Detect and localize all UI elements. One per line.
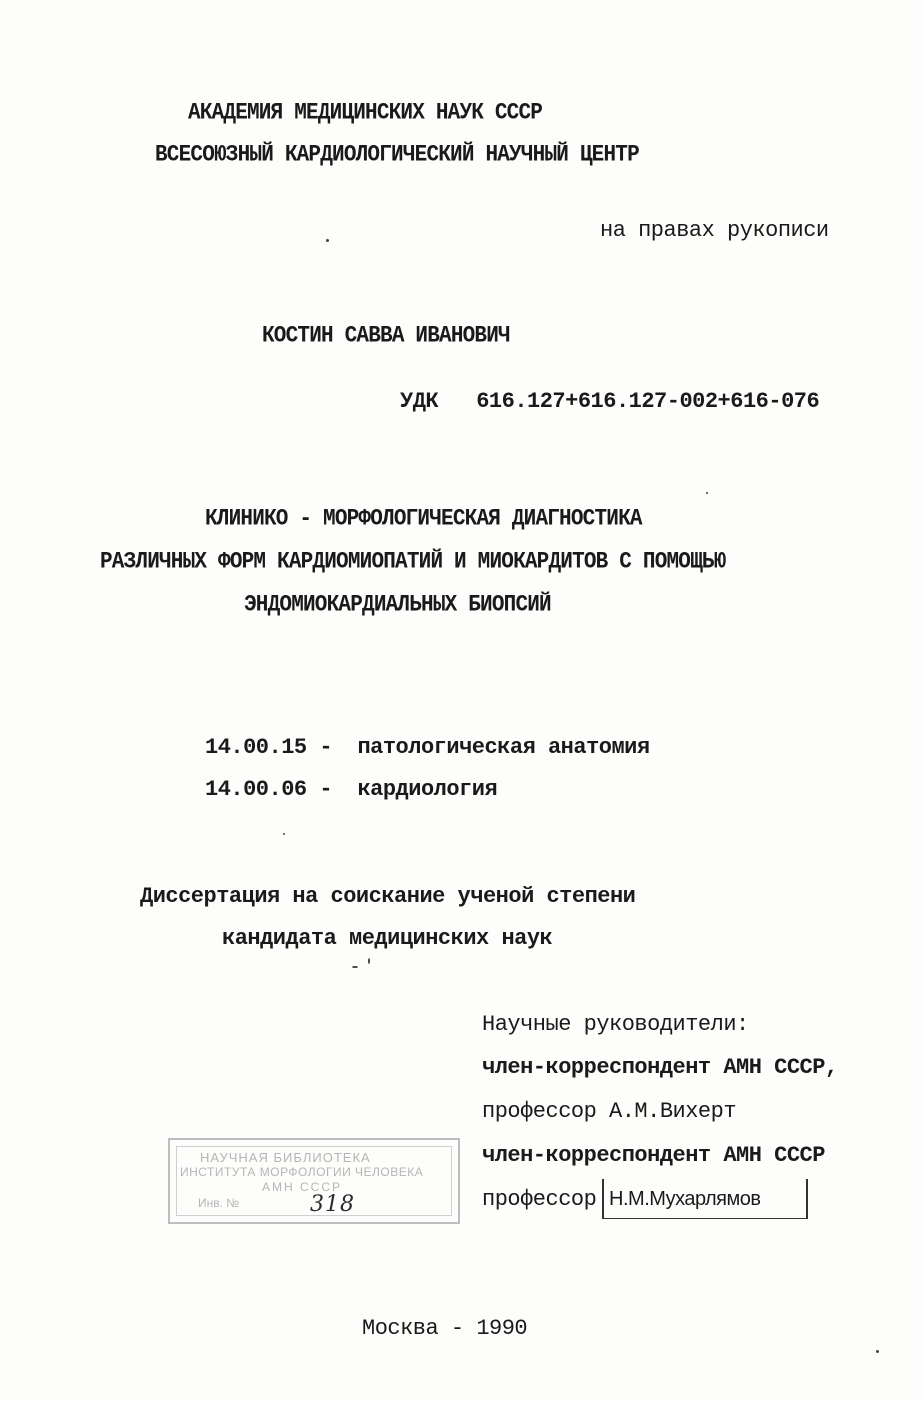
specialty-code: 14.00.06 xyxy=(205,777,307,802)
author-name: КОСТИН САВВА ИВАНОВИЧ xyxy=(262,323,510,350)
scan-speck xyxy=(352,966,358,968)
stamp-line-3: АМН СССР xyxy=(262,1180,343,1194)
scan-speck xyxy=(326,239,329,242)
udc-label: УДК xyxy=(400,389,439,414)
title-line-2: РАЗЛИЧНЫХ ФОРМ КАРДИОМИОПАТИЙ И МИОКАРДИТОВ С ПОМОЩЬЮ xyxy=(100,549,726,576)
stamp-line-4: Инв. № xyxy=(198,1196,240,1210)
library-stamp xyxy=(168,1138,460,1224)
specialty-row xyxy=(205,737,650,759)
specialty-name: кардиология xyxy=(357,777,498,802)
udc-value: 616.127+616.127-002+616-076 xyxy=(476,389,820,414)
stamp-line-2: ИНСТИТУТА МОРФОЛОГИИ ЧЕЛОВЕКА xyxy=(180,1165,424,1179)
degree-line-2: кандидата медицинских наук xyxy=(222,926,553,951)
supervisor-1-title: член-корреспондент АМН СССР, xyxy=(482,1055,838,1080)
name-box-border xyxy=(602,1179,808,1219)
title-line-1: КЛИНИКО - МОРФОЛОГИЧЕСКАЯ ДИАГНОСТИКА xyxy=(205,506,642,533)
degree-line-1: Диссертация на соискание ученой степени xyxy=(140,884,636,909)
specialty-name: патологическая анатомия xyxy=(357,735,650,760)
center-name: ВСЕСОЮЗНЫЙ КАРДИОЛОГИЧЕСКИЙ НАУЧНЫЙ ЦЕНТР xyxy=(155,142,639,169)
supervisor-1-name: профессор А.М.Вихерт xyxy=(482,1099,737,1124)
stamp-line-1: НАУЧНАЯ БИБЛИОТЕКА xyxy=(200,1150,371,1165)
scan-speck xyxy=(368,958,370,964)
specialty-code: 14.00.15 xyxy=(205,735,307,760)
scan-speck xyxy=(876,1350,879,1353)
supervisor-2-title: член-корреспондент АМН СССР xyxy=(482,1143,825,1168)
specialty-dash: - xyxy=(319,777,333,802)
supervisors-heading: Научные руководители: xyxy=(482,1012,749,1037)
scan-speck xyxy=(283,833,285,835)
place-and-year: Москва - 1990 xyxy=(362,1316,528,1341)
udc-line xyxy=(400,391,819,413)
supervisor-2-prefix: профессор xyxy=(482,1187,597,1212)
specialty-dash: - xyxy=(319,735,333,760)
supervisor-2-name: Н.М.Мухарлямов xyxy=(609,1188,761,1210)
manuscript-note: на правах рукописи xyxy=(600,218,829,243)
academy-name: АКАДЕМИЯ МЕДИЦИНСКИХ НАУК СССР xyxy=(188,100,543,127)
scan-speck xyxy=(706,492,708,494)
title-line-3: ЭНДОМИОКАРДИАЛЬНЫХ БИОПСИЙ xyxy=(244,592,551,619)
stamp-handwritten-number: 318 xyxy=(310,1192,355,1217)
specialty-row xyxy=(205,779,497,801)
